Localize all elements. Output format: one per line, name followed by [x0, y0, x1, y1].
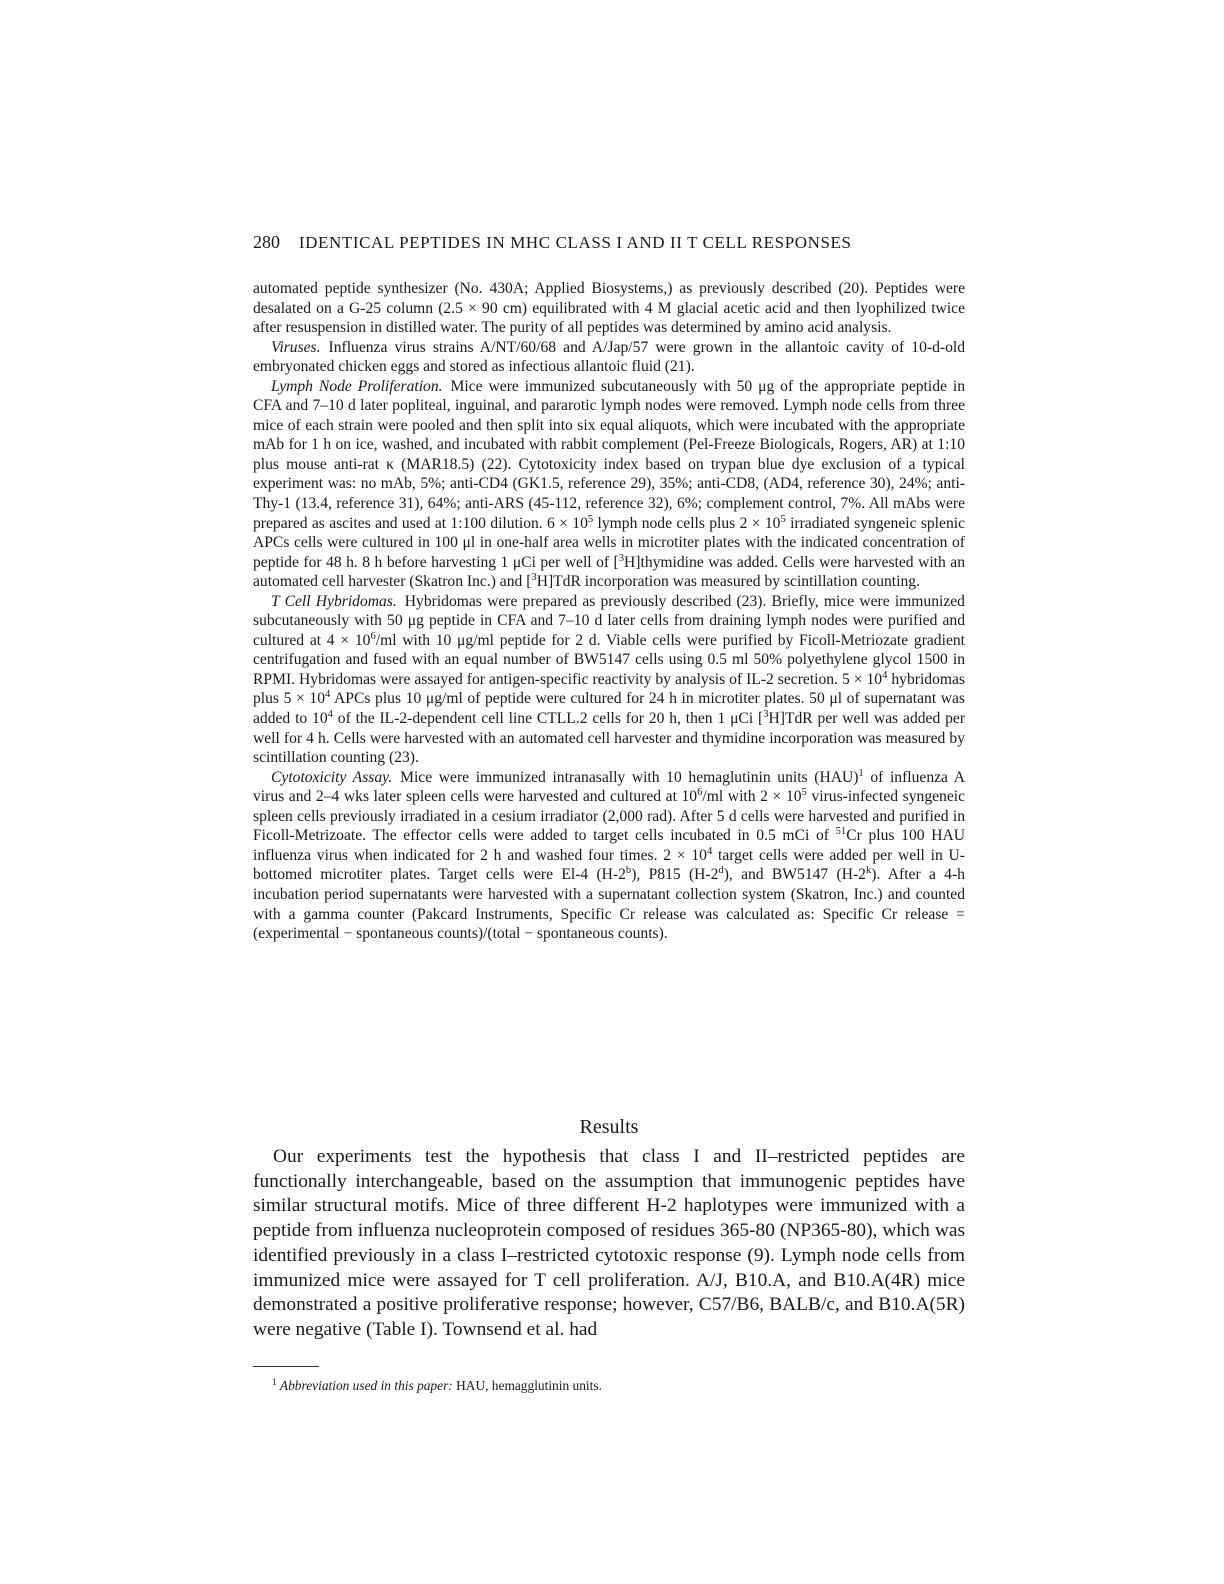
footnote-label: Abbreviation used in this paper:	[279, 1378, 453, 1393]
methods-paragraph-viruses: Viruses. Influenza virus strains A/NT/60/68 and A/Jap/57 were grown in the allantoic cavity of 10-d-old embryonated chicken eggs and stored as infectious allantoic fluid (21).	[253, 338, 965, 376]
results-section	[253, 1145, 965, 1343]
subhead-cytotoxicity-assay: Cytotoxicity Assay.	[271, 768, 393, 786]
footnote-divider	[253, 1366, 319, 1367]
subhead-t-cell-hybridomas: T Cell Hybridomas.	[271, 592, 397, 610]
methods-paragraph-synthesis: automated peptide synthesizer (No. 430A; Applied Biosystems,) as previously described (20). Peptides were desalated on a G-25 column (2.5 × 90 cm) equilibrated with 4 M glacial acetic acid and then lyophilized twice after resuspension in distilled water. The purity of all peptides was determined by amino acid analysis.	[253, 280, 965, 337]
running-header	[253, 232, 983, 253]
methods-paragraph-cytotoxicity: Cytotoxicity Assay. Mice were immunized intranasally with 10 hemaglutinin units (HAU)$^1$ of influenza A virus and 2–4 wks later spleen cells were harvested and cultured at $10^6/ml$ with $2 \times 10^5$ virus-infected syngeneic spleen cells previously irradiated in a cesium irradiator (2,000 rad). After 5 d cells were harvested and purified in Ficoll-Metrizoate. The effector cells were added to target cells incubated in 0.5 mCi of $^{51}$Cr plus 100 HAU influenza virus when indicated for 2 h and washed four times. $2 \times 10^4$ target cells were added per well in U-bottomed microtiter plates. Target cells were El-4 (H-2$^b$), P815 (H-2$^d$), and BW5147 (H-2$^k$). After a 4-h incubation period supernatants were harvested with a supernatant collection system (Skatron, Inc.) and counted with a gamma counter (Pakcard Instruments, Specific Cr release was calculated as: Specific Cr release = (experimental − spontaneous counts)/(total − spontaneous counts).	[253, 767, 966, 943]
subhead-lymph-node-proliferation: Lymph Node Proliferation.	[271, 377, 443, 395]
footnote-reference: 1	[858, 767, 864, 779]
footnote-text: HAU, hemagglutinin units.	[452, 1378, 602, 1393]
methods-paragraph-hybridomas: T Cell Hybridomas. Hybridomas were prepared as previously described (23). Briefly, mice were immunized subcutaneously with 50 μg peptide in CFA and 7–10 d later cells from draining lymph nodes were purified and cultured at $4 \times 10^6/ml$ with 10 μg/ml peptide for 2 d. Viable cells were purified by Ficoll-Metriozate gradient centrifugation and fused with an equal number of BW5147 cells using 0.5 ml 50% polyethylene glycol 1500 in RPMI. Hybridomas were assayed for antigen-specific reactivity by analysis of IL-2 secretion. $5 \times 10^4$ hybridomas plus $5 \times 10^4$ APCs plus 10 μg/ml of peptide were cultured for 24 h in microtiter plates. 50 μl of supernatant was added to $10^4$ of the IL-2-dependent cell line CTLL.2 cells for 20 h, then 1 μCi [$^3$H]TdR per well was added per well for 4 h. Cells were harvested with an automated cell harvester and thymidine incorporation was measured by scintillation counting (23).	[253, 592, 966, 767]
results-paragraph: Our experiments test the hypothesis that class I and II–restricted peptides are functionally interchangeable, based on the assumption that immunogenic peptides have similar structural motifs. Mice of three different H-2 haplotypes were immunized with a peptide from influenza nucleoprotein composed of residues 365-80 (NP365-80), which was identified previously in a class I–restricted cytotoxic response (9). Lymph node cells from immunized mice were assayed for T cell proliferation. A/J, B10.A, and B10.A(4R) mice demonstrated a positive proliferative response; however, C57/B6, BALB/c, and B10.A(5R) were negative (Table I). Townsend et al. had	[253, 1146, 965, 1340]
footnote	[272, 1378, 972, 1394]
results-heading: Results	[579, 1116, 639, 1138]
methods-section	[253, 279, 965, 944]
subhead-viruses: Viruses.	[271, 338, 321, 356]
methods-paragraph-lymph-node: Lymph Node Proliferation. Mice were immunized subcutaneously with 50 μg of the appropriate peptide in CFA and 7–10 d later popliteal, inguinal, and pararotic lymph nodes were removed. Lymph node cells from three mice of each strain were pooled and then split into six equal aliquots, which were incubated with the appropriate mAb for 1 h on ice, washed, and incubated with rabbit complement (Pel-Freeze Biologicals, Rogers, AR) at 1:10 plus mouse anti-rat κ (MAR18.5) (22). Cytotoxicity index based on trypan blue dye exclusion of a typical experiment was: no mAb, 5%; anti-CD4 (GK1.5, reference 29), 35%; anti-CD8, (AD4, reference 30), 24%; anti-Thy-1 (13.4, reference 31), 64%; anti-ARS (45-112, reference 32), 6%; complement control, 7%. All mAbs were prepared as ascites and used at 1:100 dilution. $6 \times 10^5$ lymph node cells plus $2 \times 10^5$ irradiated syngeneic splenic APCs cells were cultured in 100 μl in one-half area wells in microtiter plates with the indicated concentration of peptide for 48 h. 8 h before harvesting 1 μCi per well of [$^3$H]thymidine was added. Cells were harvested with an automated cell harvester (Skatron Inc.) and [$^3$H]TdR incorporation was measured by scintillation counting.	[253, 377, 965, 591]
running-title: IDENTICAL PEPTIDES IN MHC CLASS I AND II T CELL RESPONSES	[298, 233, 852, 252]
footnote-marker: 1	[272, 1377, 277, 1387]
page-number: 280	[253, 232, 280, 252]
